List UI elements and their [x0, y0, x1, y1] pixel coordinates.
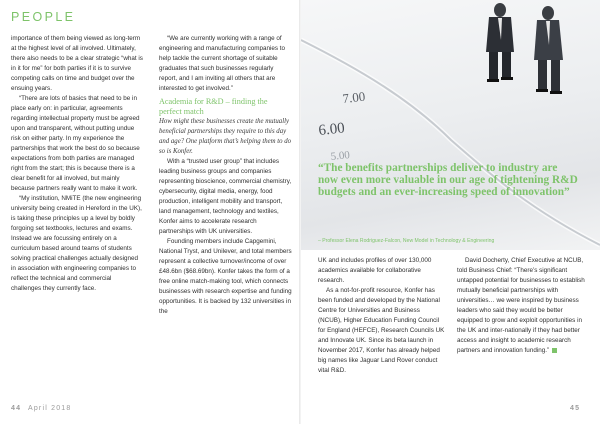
quote-attribution: – Professor Elena Rodriguez-Falcon, New Model in Technology & Engineering — [318, 238, 495, 244]
footer-left — [11, 405, 71, 412]
paragraph: importance of them being viewed as long-term at the highest level of all involved. Ultimately, there also needs to be a clear strategic “what is in it for me” for both parties if it is to survive competing calls on time and budget over the ensuing years. — [11, 35, 143, 93]
end-square-icon — [552, 348, 557, 353]
hero-photo — [301, 0, 600, 250]
chart-label-7: 7.00 — [341, 88, 366, 106]
closing-paragraph-text: David Docherty, Chief Executive at NCUB, told Business Chief: “There’s significant untapped potential for businesses to establish mutually beneficial partnerships with universities… we were inspired by business leaders who said they would be better equipped to grow and exploit opportunities in the UK and inter-nationally if they had better access and insight to academic research partners and innovation funding.” — [457, 257, 585, 355]
businessman-right — [534, 6, 563, 94]
subheading: Academia for R&D – finding the perfect match — [159, 97, 268, 117]
paragraph: “We are currently working with a range of engineering and manufacturing companies to help tackle the current shortage of suitable graduates that such businesses regularly report, and I am inviting all others that are interested to get involved.” — [159, 35, 286, 93]
column-4 — [457, 256, 587, 356]
page-number-right: 45 — [570, 405, 581, 412]
pull-quote: “The benefits partnerships deliver to industry are now even more valuable in our age of tightening R&D budgets and an ever-increasing speed of innovation” — [318, 162, 578, 199]
paragraph: “My institution, NMiTE (the new engineering university being created in Hereford in the UK), is taking these principles up a level by boldly forgoing set textbooks, lectures and exams. Instead we are focussing entirely on a curriculum based around teams of students solving practical challenges actually designed in association with engineering companies to reflect the technical and commercial challenges they currently face. — [11, 195, 142, 293]
issue-date: April 2018 — [27, 405, 72, 412]
subheading-intro: How might these businesses create the mutually beneficial partnerships they require to this day and age? One platform that’s helping them to do so is Konfer. — [159, 118, 292, 156]
column-1 — [11, 34, 143, 294]
paragraph: With a “trusted user group” that includes leading business groups and companies representing bioscience, commercial chemistry, cybersecurity, digital media, energy, food production, intelligent mobility and transport, land management, technology and textiles, Konfer aims to accelerate research partnerships with UK universities. — [159, 158, 292, 236]
paragraph: As a not-for-profit resource, Konfer has been funded and developed by the National Centre for Universities and Business (NCUB), Higher Education Funding Council for England (HEFCE), Research Councils UK and Innovate UK. Since its beta launch in November 2017, Konfer has already helped big names like Jaguar Land Rover conduct vital R&D. — [318, 287, 445, 375]
paragraph — [457, 256, 587, 356]
paragraph: Founding members include Capgemini, National Tryst, and Unilever, and total members represent a collective turnover/income of over £48.6bn ($68.69bn). Konfer takes the form of a free online match-making tool, which connects businesses with research expertise and funding opportunities. It is backed by 132 universities in the — [159, 238, 292, 316]
section-title: PEOPLE — [11, 10, 76, 24]
chart-label-5: 5.00 — [330, 149, 351, 163]
column-2 — [159, 34, 292, 317]
column-3 — [318, 256, 445, 376]
paragraph: UK and includes profiles of over 130,000 academics available for collaborative research. — [318, 257, 432, 285]
chart-label-6: 6.00 — [317, 120, 346, 139]
photo-illustration — [301, 0, 600, 250]
page-number-left: 44 — [11, 405, 22, 412]
businessman-left — [486, 3, 514, 82]
paragraph: “There are lots of basics that need to be in place early on: in particular, agreements regarding intellectual property must be agreed upon and transparent, without putting undue risk on either party. In my experience the partnerships that work the best do so because expectations from both parties are managed right from the start; this is because there is a clear benefit for all involved, but mainly because partners really want to make it work. — [11, 95, 140, 193]
